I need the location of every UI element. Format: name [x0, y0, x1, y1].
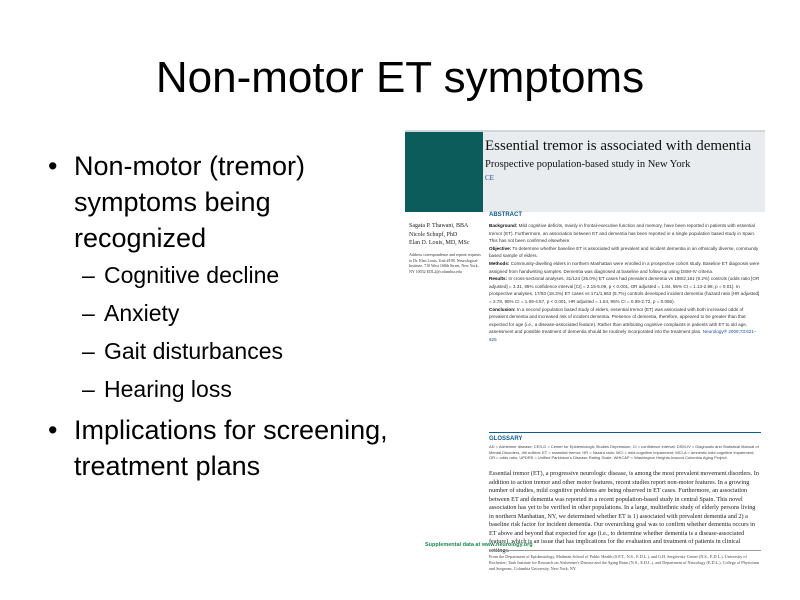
slide-title: Non-motor ET symptoms	[155, 53, 645, 102]
article-footer: From the Department of Epidemiology, Mailman School of Public Health (S.P.T., N.S., E.D.L.), and G.H. Sergievsky Center (N.S., E.D.L.), University of Rochester; Taub Institute for Research on Alzheimer's Disease and the Aging Brain (N.S., E.D.L.), and Department of Neurology (E.D.L.), College of Physicians and Surgeons, Columbia University, New York, NY.	[489, 554, 760, 571]
sub-bullet-text: Gait disturbances	[104, 338, 283, 364]
background-text: Mild cognitive deficits, mainly in frontal-executive function and memory, have been reported in patients with essential tremor (ET). Furthermore, an association between ET and dementia has been reported in a single population based study in Spain. This has not been confirmed elsewhere.	[489, 223, 756, 244]
sub-bullet-item	[48, 332, 398, 370]
sub-bullet-text: Hearing loss	[104, 376, 232, 402]
dash-icon: –	[82, 300, 95, 326]
sub-bullet-text: Cognitive decline	[104, 262, 280, 288]
cite-link: CE	[485, 174, 494, 182]
background-label: Background:	[489, 223, 518, 228]
article-authors: Sagata P. Thawani, BBA Nicole Schupf, PhD Elan D. Louis, MD, MSc	[409, 223, 470, 246]
dash-icon: –	[82, 376, 95, 402]
bullet-text: Implications for screening, treatment plans	[74, 415, 388, 481]
article-body-text: Essential tremor (ET), a progressive neurologic disease, is among the most prevalent movement disorders. In addition to action tremor and other motor features, recent studies report non-motor features. In a growing number of studies, mild cognitive problems are being observed in ET cases. Furthermore, an association between ET and dementia was reported in a recent population-based study in central Spain. This novel association has yet to be verified in other populations. In a large, multiethnic study of elderly persons living in northern Manhattan, NY, we determined whether ET is 1) associated with prevalent dementia and 2) a baseline risk factor for incident dementia. Our overarching goal was to confirm whether dementia occurs in ET above and beyond that expected for age (i.e., to determine whether dementia is a disease-associated feature), which is an issue that has implications for the evaluation and treatment of patients in clinical settings.	[489, 470, 759, 554]
correspondence-note: Address correspondence and reprint requests to Dr. Elan Louis, Unit #198, Neurological Institute, 710 West 168th Street, New York, NY 10032 EDL2@columbia.edu	[409, 252, 481, 274]
objective-text: To determine whether baseline ET is associated with prevalent and incident dementia in an ethnically diverse, community based sample of elders.	[489, 245, 759, 259]
methods-label: Methods:	[489, 260, 510, 266]
article-header	[405, 130, 765, 212]
sub-bullet-text: Anxiety	[104, 300, 180, 326]
sub-bullet-item	[48, 370, 398, 408]
article-subtitle: Prospective population-based study in New York	[485, 159, 691, 170]
sub-bullet-item	[48, 294, 398, 332]
results-text: In cross-sectional analyses, 31/124 (25.0%) ET cases had prevalent dementia vs 198/2,161 (9.2%) controls (odds ratio [OR adjusted] = 3.31, 95% confidence interval [CI] = 2.15-5.09, p < 0.001, OR adjusted = 1.84, 95% CI = 1.13-2.98, p = 0.01). In prospective analyses, 17/93 (18.3%) ET cases vs 171/1,963 (8.7%) controls developed incident dementia (hazard ratio [HR adjusted] = 2.78, 95% CI = 1.69-4.57, p < 0.001, HR adjusted = 1.64, 95% CI = 0.99-2.72, p = 0.055).	[489, 276, 760, 304]
glossary-divider	[489, 432, 761, 433]
bullet-dot-icon: •	[48, 151, 58, 181]
abstract-text	[489, 222, 761, 344]
bullet-text: Non-motor (tremor) symptoms being recognized	[74, 151, 306, 253]
methods-text: Community-dwelling elders in northern Manhattan were enrolled in a prospective cohort study. Baseline ET diagnosis were assigned from handwriting samples. Dementia was diagnosed at baseline and follow-up using DSM-IV criteria.	[489, 260, 760, 274]
supplemental-note: Supplemental data at www.neurology.org	[425, 542, 533, 548]
conclusion-label: Conclusion:	[489, 306, 516, 312]
bullet-item	[48, 148, 398, 256]
sub-bullet-item	[48, 256, 398, 294]
bullet-item	[48, 412, 398, 484]
dash-icon: –	[82, 338, 95, 364]
results-label: Results:	[489, 276, 508, 282]
journal-citation: Neurology® 2009;73:621–625	[489, 329, 757, 342]
article-title: Essential tremor is associated with dementia	[485, 138, 752, 154]
bullet-dot-icon: •	[48, 415, 58, 445]
article-image	[405, 130, 765, 590]
conclusion-text: In a second population based study of elders, essential tremor (ET) was associated with both increased odds of prevalent dementia and increased risk of incident dementia. Presence of dementia, therefore, appeared to be greater than that expected for age (i.e., a disease-associated feature). Rather than attributing cognitive complaints in patients with ET to old age, assessment and possible treatment of dementia should be routinely incorporated into the treatment plan.	[489, 306, 748, 335]
header-color-block	[405, 132, 483, 212]
objective-label: Objective:	[489, 245, 512, 251]
bullet-list	[48, 148, 398, 484]
glossary-text: AD = Alzheimer disease; CES-D = Center for Epidemiologic Studies Depression; CI = confidence interval; DSM-IV = Diagnostic and Statistical Manual of Mental Disorders, 4th edition; ET = essential tremor; HR = hazard ratio; MCI = mild cognitive impairment; MCI-A = amnestic mild cognitive impairment; OR = odds ratio; UPDRS = Unified Parkinson's Disease Rating Scale; WHICAP = Washington Heights-Inwood Columbia Aging Project.	[489, 444, 759, 461]
footer-divider	[489, 550, 761, 551]
dash-icon: –	[82, 262, 95, 288]
abstract-label: ABSTRACT	[489, 212, 522, 218]
glossary-label: GLOSSARY	[489, 436, 523, 442]
